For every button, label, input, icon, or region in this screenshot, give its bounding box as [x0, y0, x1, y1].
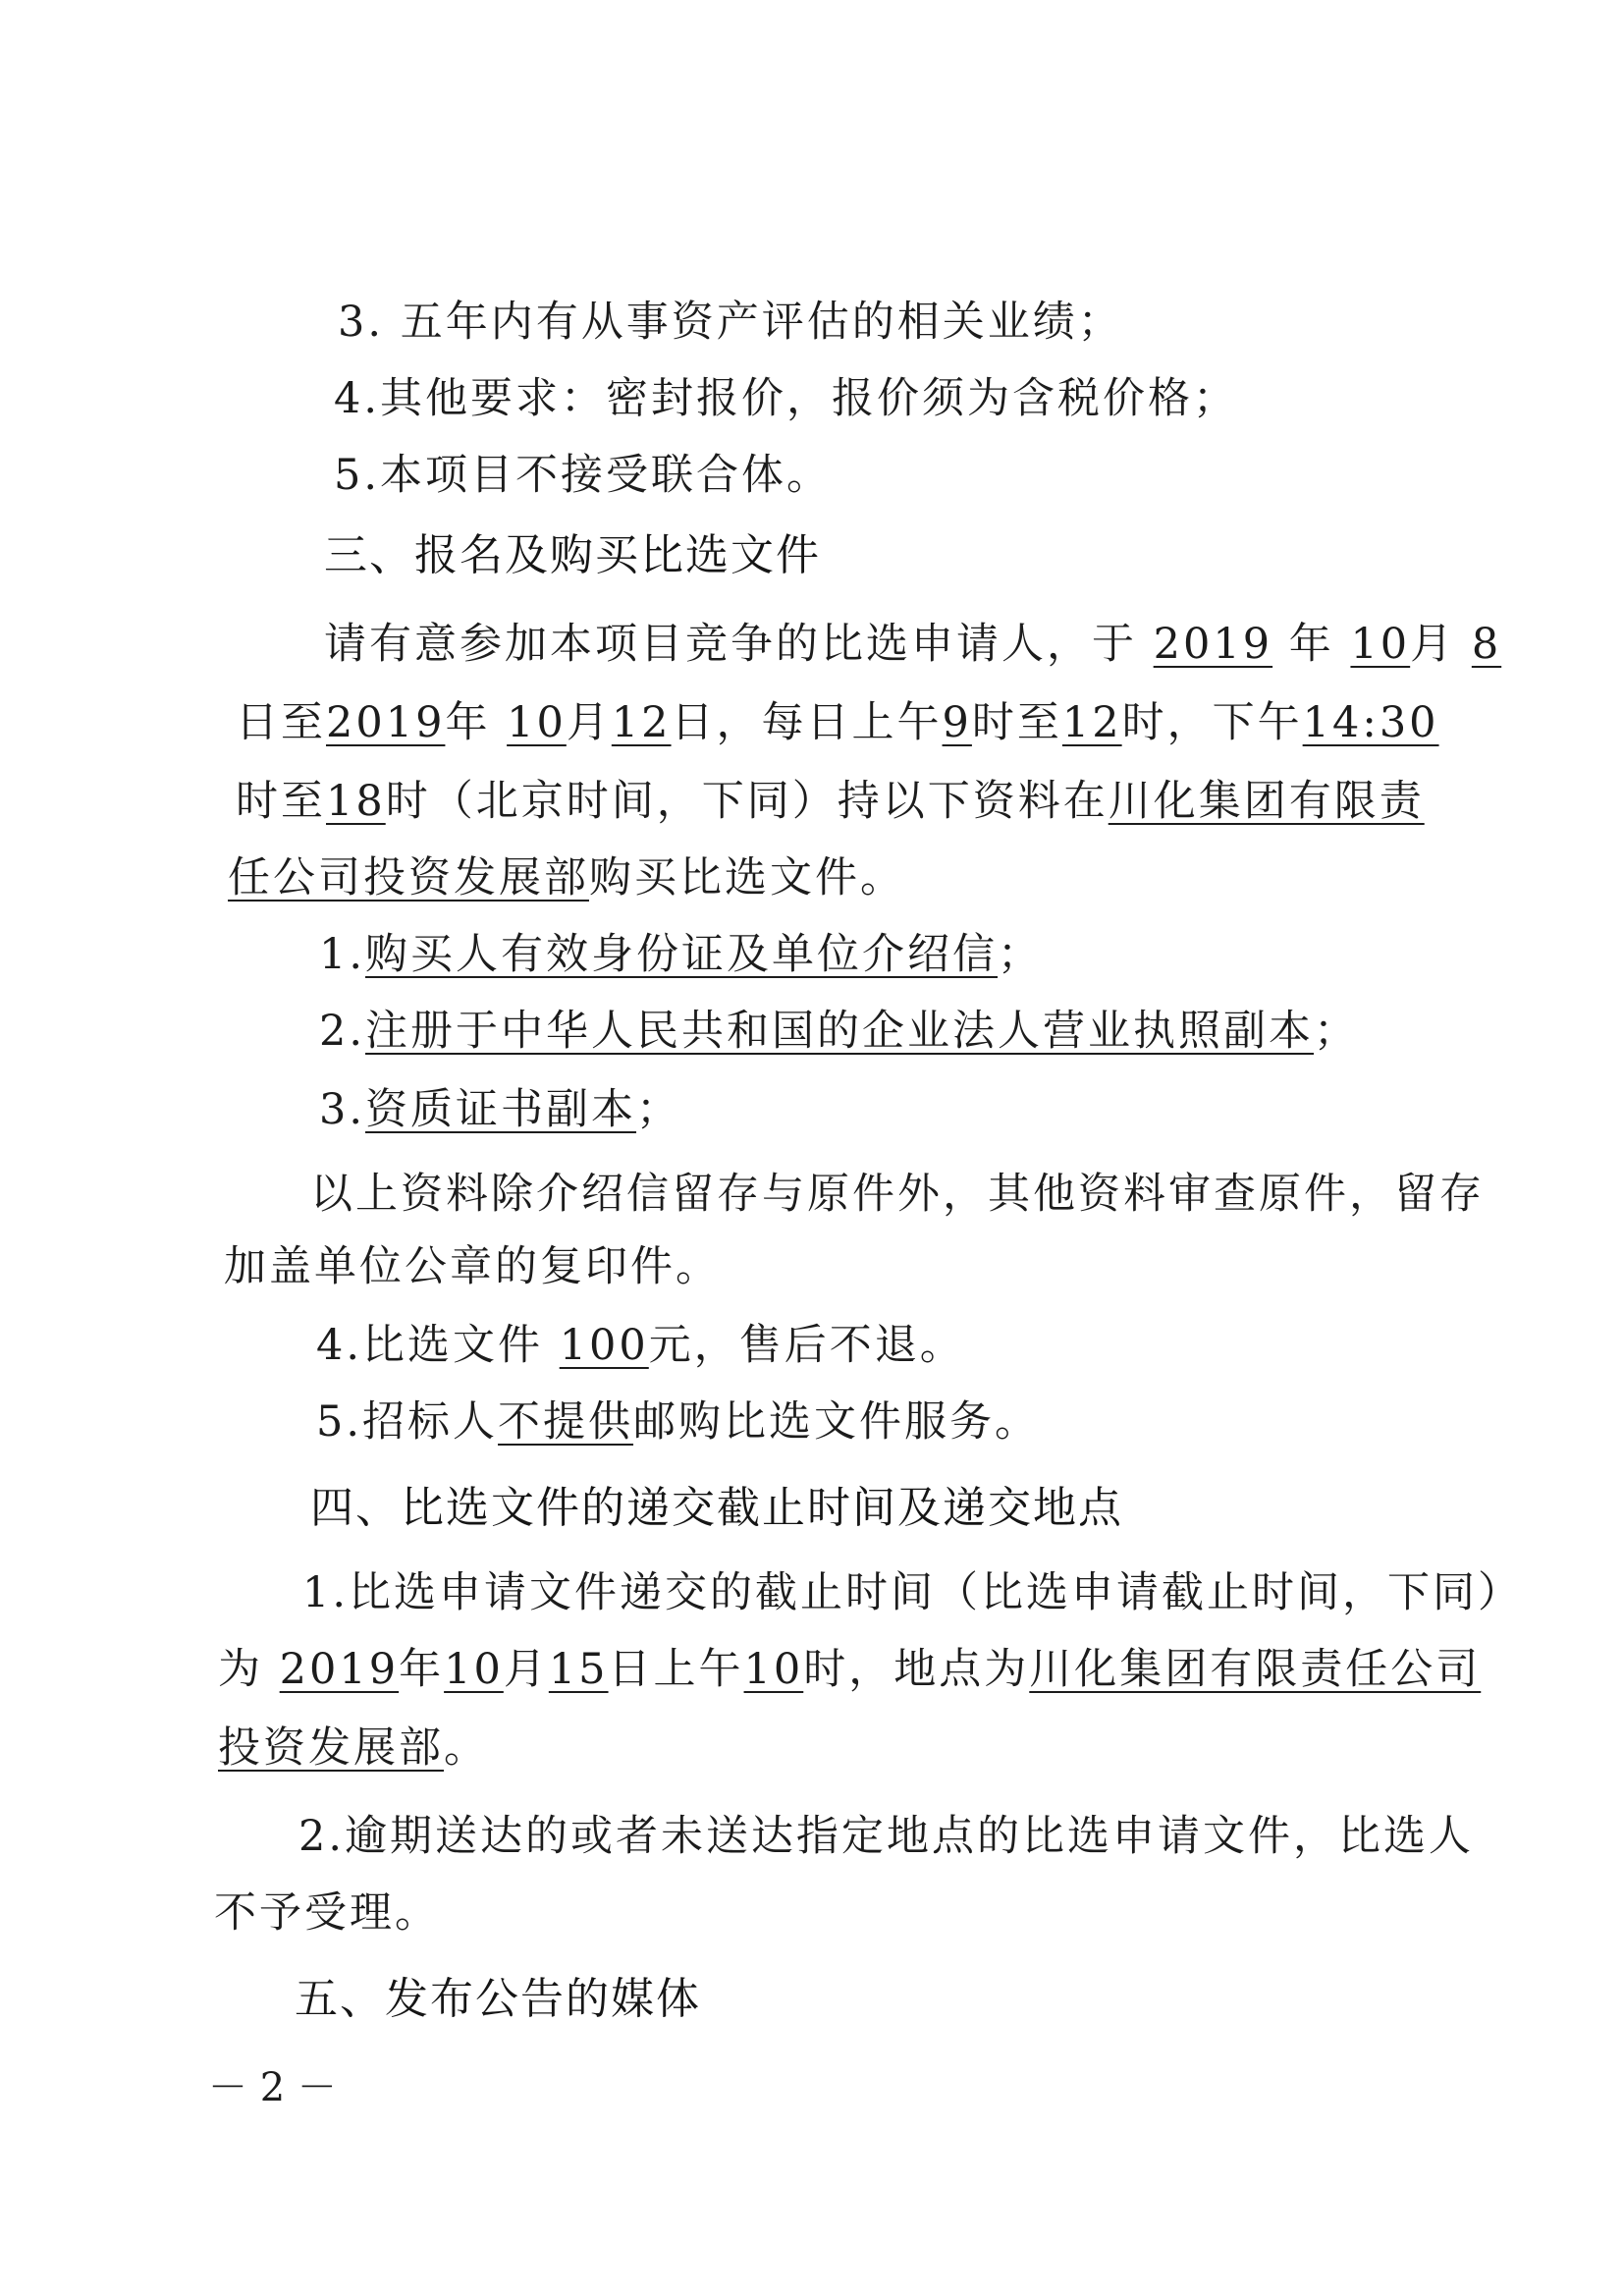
section-4-heading: 四、比选文件的递交截止时间及递交地点: [310, 1483, 1123, 1533]
section-3-heading: 三、报名及购买比选文件: [324, 530, 821, 580]
section-3-para-line-2: 日至2019年 10月12日，每日上午9时至12时，下午14:30: [236, 698, 1439, 747]
section-4-para-1-line-1: 1.比选申请文件递交的截止时间（比选申请截止时间，下同）: [302, 1568, 1524, 1617]
section-3-para-line-3: 时至18时（北京时间，下同）持以下资料在川化集团有限责: [236, 777, 1425, 826]
item-3: 3. 五年内有从事资产评估的相关业绩；: [338, 298, 1123, 347]
section-4-para-1-line-2: 为 2019年10月15日上午10时，地点为川化集团有限责任公司: [218, 1645, 1482, 1694]
section-4-para-2-line-2: 不予受理。: [214, 1888, 440, 1938]
requirement-3: 3.资质证书副本；: [319, 1085, 682, 1134]
section-3-para-line-1: 请有意参加本项目竞争的比选申请人，于 2019 年 10月 8: [324, 620, 1502, 669]
item-4: 4.其他要求：密封报价，报价须为含税价格；: [334, 374, 1239, 423]
section-3-para-line-4: 任公司投资发展部购买比选文件。: [228, 853, 905, 902]
requirement-5: 5.招标人不提供邮购比选文件服务。: [316, 1397, 1041, 1447]
section-4-para-1-line-3: 投资发展部。: [218, 1723, 489, 1773]
requirement-2: 2.注册于中华人民共和国的企业法人营业执照副本；: [319, 1007, 1360, 1056]
page-number: － 2 －: [208, 2065, 337, 2110]
requirement-4: 4.比选文件 100元，售后不退。: [316, 1321, 965, 1370]
section-4-para-2-line-1: 2.逾期送达的或者未送达指定地点的比选申请文件，比选人: [298, 1812, 1475, 1861]
item-5: 5.本项目不接受联合体。: [334, 451, 833, 500]
note-line-1: 以上资料除介绍信留存与原件外，其他资料审查原件，留存: [310, 1170, 1485, 1219]
section-5-heading: 五、发布公告的媒体: [295, 1974, 701, 2024]
note-line-2: 加盖单位公章的复印件。: [224, 1242, 721, 1291]
requirement-1: 1.购买人有效身份证及单位介绍信；: [319, 930, 1044, 979]
